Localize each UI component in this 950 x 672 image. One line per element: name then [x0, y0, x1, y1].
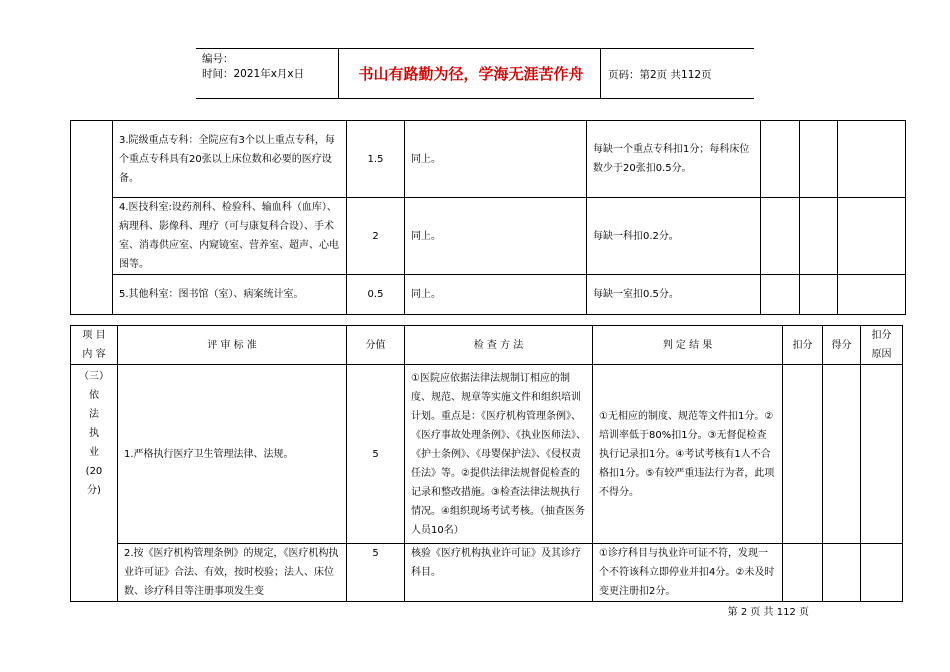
header-divider — [338, 49, 339, 98]
header-content: 项 目 内 容 — [71, 326, 118, 365]
reason-cell — [861, 365, 903, 544]
gain-cell — [800, 198, 838, 275]
deduct-cell — [761, 275, 800, 315]
judgement-result: 每缺一科扣0.2分。 — [587, 198, 761, 275]
score-value: 0.5 — [347, 275, 405, 315]
reason-cell — [838, 198, 906, 275]
section-label: （三） 依 法 执 业 (20 分) — [71, 365, 118, 602]
header-method: 检 查 方 法 — [405, 326, 593, 365]
document-number-label: 编号： — [202, 53, 234, 65]
table-row — [71, 365, 903, 544]
gain-cell — [800, 275, 838, 315]
header-deduct: 扣分 — [783, 326, 823, 365]
header-result: 判 定 结 果 — [593, 326, 783, 365]
header-divider — [600, 49, 601, 98]
judgement-result: 每缺一室扣0.5分。 — [587, 275, 761, 315]
gain-cell — [823, 544, 861, 602]
reason-cell — [838, 121, 906, 198]
header-page-label: 页码：第2页 共112页 — [608, 69, 712, 81]
table-row — [71, 275, 906, 315]
criteria-table — [70, 325, 903, 602]
header-reason: 扣分 原因 — [861, 326, 903, 365]
header-gain: 得分 — [823, 326, 861, 365]
score-value: 5 — [347, 365, 405, 544]
header-motto: 书山有路勤为径，学海无涯苦作舟 — [358, 65, 584, 83]
page-footer: 第 2 页 共 112 页 — [727, 607, 809, 618]
check-method: 同上。 — [405, 121, 587, 198]
score-value: 1.5 — [347, 121, 405, 198]
deduct-cell — [783, 544, 823, 602]
deduct-cell — [783, 365, 823, 544]
judgement-result: ①诊疗科目与执业许可证不符，发现一个不符该科立即停业并扣4分。②未及时变更注册扣2分。 — [593, 544, 783, 602]
table-row — [71, 544, 903, 602]
table-row — [71, 121, 906, 198]
check-method: 同上。 — [405, 275, 587, 315]
gain-cell — [800, 121, 838, 198]
judgement-result: ①无相应的制度、规范等文件扣1分。②培训率低于80%扣1分。③无督促检查执行记录扣1分。④考试考核有1人不合格扣1分。⑤有较严重违法行为者，此项不得分。 — [593, 365, 783, 544]
section-cell — [71, 121, 113, 315]
check-method: 核验《医疗机构执业许可证》及其诊疗科目。 — [405, 544, 593, 602]
table-header-row — [71, 326, 903, 365]
header-standard: 评 审 标 准 — [118, 326, 347, 365]
reason-cell — [861, 544, 903, 602]
criteria-item: 5.其他科室：图书馆（室）、病案统计室。 — [113, 275, 347, 315]
header-score: 分值 — [347, 326, 405, 365]
criteria-item: 3.院级重点专科：全院应有3个以上重点专科，每个重点专科具有20张以上床位数和必要的医疗设备。 — [113, 121, 347, 198]
check-method: ①医院应依据法律法规制订相应的制度、规范、规章等实施文件和组织培训计划。重点是：《医疗机构管理条例》、《医疗事故处理条例》、《执业医师法》、《护士条例》、《母婴保护法》、《侵权责任法》等。②提供法律法规督促检查的记录和整改措施。③检查法律法规执行情况。④组织现场考试考核。（抽查医务人员10名） — [405, 365, 593, 544]
criteria-item: 1.严格执行医疗卫生管理法律、法规。 — [118, 365, 347, 544]
criteria-table-continued — [70, 120, 906, 315]
score-value: 5 — [347, 544, 405, 602]
score-value: 2 — [347, 198, 405, 275]
document-time-label: 时间：2021年x月x日 — [202, 68, 305, 80]
judgement-result: 每缺一个重点专科扣1分；每科床位数少于20张扣0.5分。 — [587, 121, 761, 198]
page-header — [196, 48, 754, 99]
check-method: 同上。 — [405, 198, 587, 275]
reason-cell — [838, 275, 906, 315]
criteria-item: 4.医技科室:设药剂科、检验科、输血科（血库）、病理科、影像科、理疗（可与康复科合设）、手术室、消毒供应室、内窥镜室、营养室、超声、心电图等。 — [113, 198, 347, 275]
table-row — [71, 198, 906, 275]
criteria-item: 2.按《医疗机构管理条例》的规定，《医疗机构执业许可证》合法、有效，按时校验；法人、床位数、诊疗科目等注册事项发生变 — [118, 544, 347, 602]
deduct-cell — [761, 121, 800, 198]
deduct-cell — [761, 198, 800, 275]
gain-cell — [823, 365, 861, 544]
